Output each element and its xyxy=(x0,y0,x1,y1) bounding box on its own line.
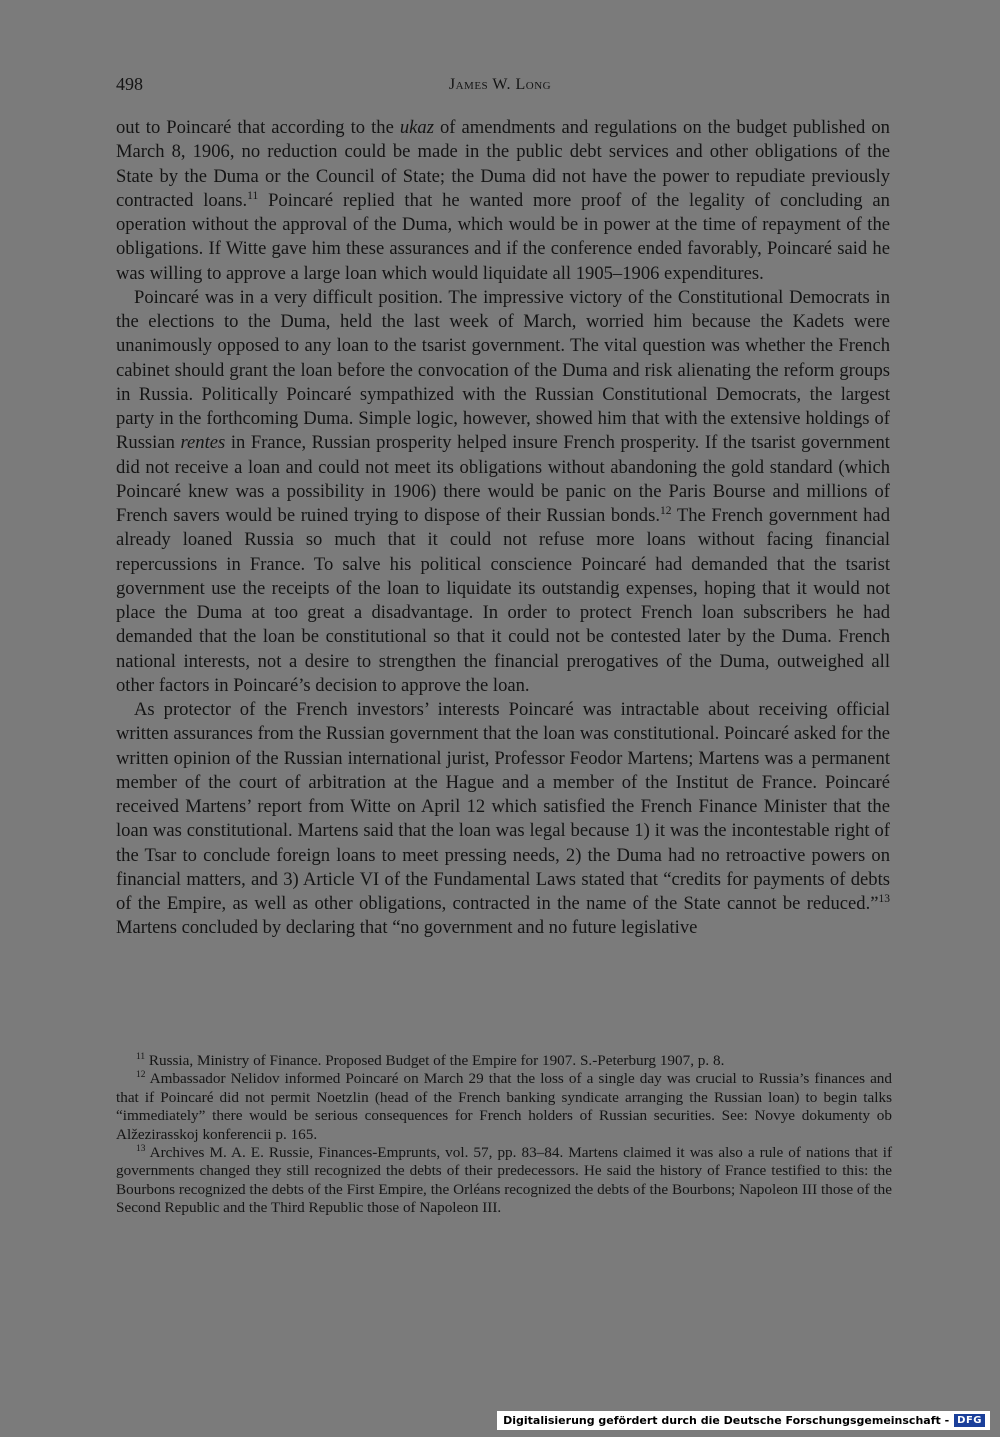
text-span: The French government had already loaned Russia so much that it could not refuse more loans without facing financial repercussions in France. To salve his political conscience Poincaré had demanded that the tsarist government use the receipts of the loan to liquidate its outstandig expenses, hoping that it would not place the Duma at too great a disadvantage. In order to protect French loan subscribers he had demanded that the loan be constitutional so that it could not be contested later by the Duma. French national interests, not a desire to strengthen the financial prerogatives of the Duma, outweighed all other factors in Poincaré’s decision to approve the loan. xyxy=(116,505,890,696)
text-span: Martens concluded by declaring that “no government and no future legislative xyxy=(116,917,698,939)
page-number: 498 xyxy=(116,74,143,94)
footnote-ref-12: 12 xyxy=(660,504,672,517)
italic-term: ukaz xyxy=(399,117,434,138)
paragraph-3 xyxy=(116,698,890,941)
footnote-12 xyxy=(116,1070,892,1144)
footnote-text: Archives M. A. E. Russie, Finances-Emprunts, vol. 57, pp. 83–84. Martens claimed it was also a rule of nations that if governments changed they still recognized the debts of their predecessors. He said the history of France testified to this: the Bourbons recognized the debts of the First Empire, the Orléans recognized the debts of the Bourbons; Napoleon III those of the Second Republic and the Third Republic those of Napoleon III. xyxy=(116,1144,892,1217)
footnote-ref-11: 11 xyxy=(247,189,259,202)
footnotes xyxy=(116,1052,892,1218)
footnote-text: Russia, Ministry of Finance. Proposed Budget of the Empire for 1907. S.-Peterburg 1907, p. 8. xyxy=(145,1052,725,1069)
paragraph-1 xyxy=(116,116,890,286)
text-span: of amendments and regulations on the budget published on March 8, 1906, no reduction could be made in the public debt services and other obligations of the State by the Duma or the Council of State; the Duma did not have the power to repudiate previously contracted loans. xyxy=(116,117,890,211)
body-text xyxy=(116,116,890,941)
italic-term: rentes xyxy=(180,432,226,454)
digitization-text: Digitalisierung gefördert durch die Deutsche Forschungsgemeinschaft - xyxy=(503,1413,950,1427)
footnote-number: 11 xyxy=(136,1051,146,1062)
footnote-number: 13 xyxy=(136,1143,146,1154)
text-span: As protector of the French investors’ interests Poincaré was intractable about receiving official written assurances from the Russian government that the loan was constitutional. Poincaré asked for the written opinion of the Russian international jurist, Professor Feodor Martens; Martens was a permanent member of the court of arbitration at the Hague and a member of the Institut de France. Poincaré received Martens’ report from Witte on April 12 which satisfied the French Finance Minister that the loan was constitutional. Martens said that the loan was legal because 1) it was the incontestable right of the Tsar to conclude foreign loans to meet pressing needs, 2) the Duma had no retroactive powers on financial matters, and 3) Article VI of the Fundamental Laws stated that “credits for payments of debts of the Empire, as well as other obligations, contracted in the name of the State cannot be reduced.” xyxy=(116,699,890,914)
digitization-strip xyxy=(497,1411,990,1430)
text-span: in France, Russian prosperity helped insure French prosperity. If the tsarist government did not receive a loan and could not meet its obligations without abandoning the gold standard (which Poincaré knew was a possibility in 1906) there would be panic on the Paris Bourse and millions of French savers would be ruined trying to dispose of their Russian bonds. xyxy=(116,432,890,526)
dfg-logo-icon: DFG xyxy=(953,1413,986,1428)
footnote-text: Ambassador Nelidov informed Poincaré on March 29 that the loss of a single day was crucial to Russia’s finances and that if Poincaré did not permit Noetzlin (head of the French banking syndicate arranging the Russian loan) to begin talks “immediately” there would be serious consequences for French holders of Russian securities. See: Novye dokumenty ob Alžezirasskoj konferencii p. 165. xyxy=(116,1070,892,1143)
running-head: James W. Long xyxy=(448,76,552,93)
footnote-13 xyxy=(116,1144,892,1218)
footnote-ref-13: 13 xyxy=(878,892,890,905)
digitization-footer xyxy=(497,1409,990,1431)
text-span: out to Poincaré that according to the xyxy=(116,117,400,138)
text-span: Poincaré replied that he wanted more proof of the legality of concluding an operation without the approval of the Duma, which would be in power at the time of repayment of the obligations. If Witte gave him these assurances and if the conference ended favorably, Poincaré said he was willing to approve a large loan which would liquidate all 1905–1906 expenditures. xyxy=(116,189,890,284)
footnote-number: 12 xyxy=(136,1070,146,1081)
footnote-11 xyxy=(116,1052,892,1070)
text-span: Poincaré was in a very difficult position. The impressive victory of the Constitutional Democrats in the elections to the Duma, held the last week of March, worried him because the Kadets were unanimously opposed to any loan to the tsarist government. The vital question was whether the French cabinet should grant the loan before the convocation of the Duma and risk alienating the reform groups in Russia. Politically Poincaré sympathized with the Russian Constitutional Democrats, the largest party in the forthcoming Duma. Simple logic, however, showed him that with the extensive holdings of Russian xyxy=(116,286,890,454)
paragraph-2 xyxy=(116,286,890,698)
